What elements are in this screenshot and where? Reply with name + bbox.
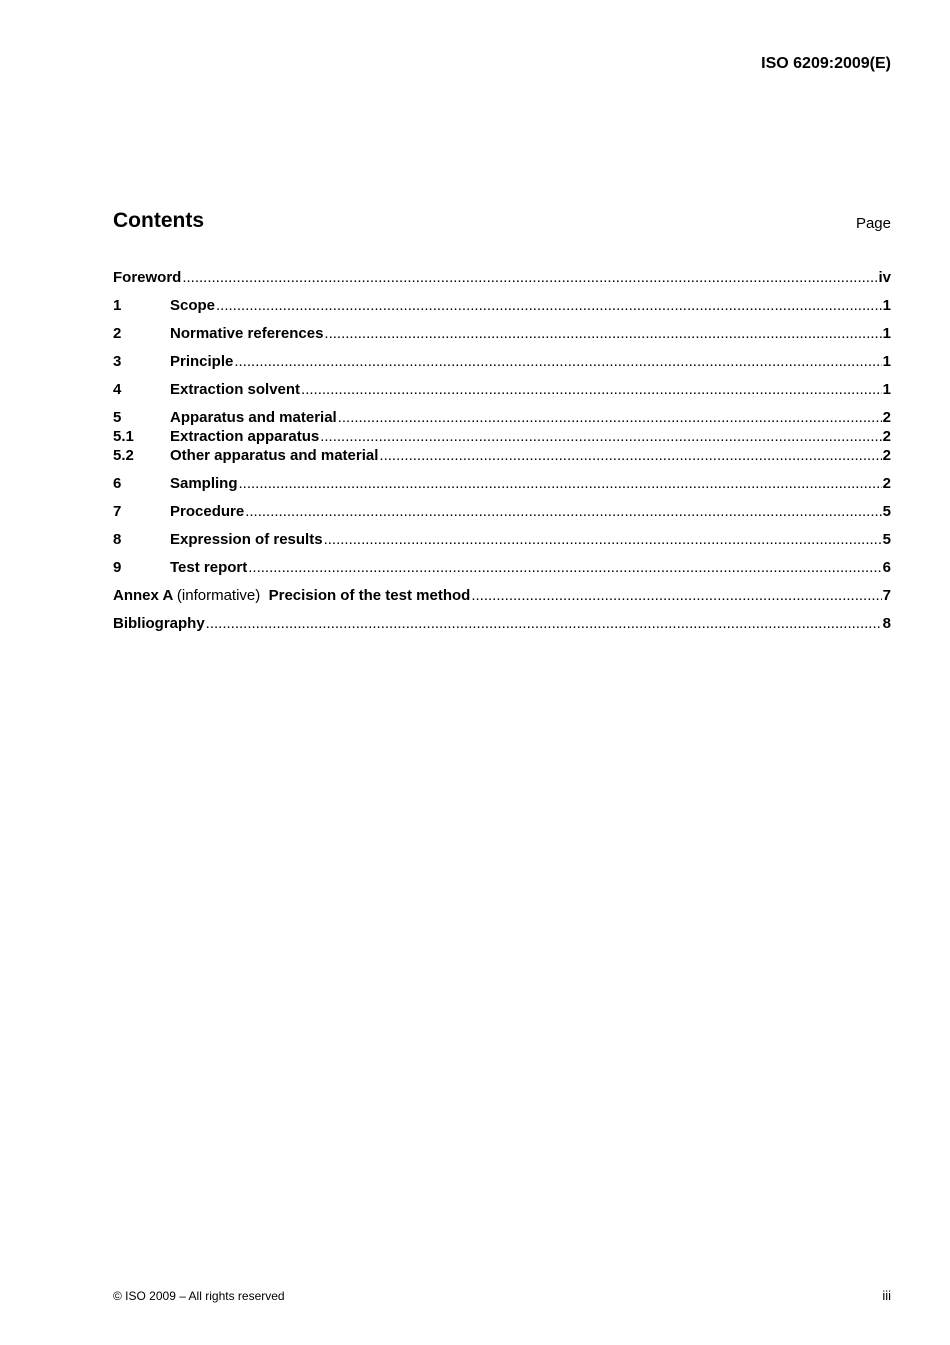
toc-entry-number: 5: [113, 409, 122, 426]
toc-entry-page: 5: [882, 531, 891, 548]
toc-dot-leader: [379, 446, 881, 465]
toc-entry[interactable]: [113, 408, 891, 427]
toc-entry-number: 9: [113, 559, 122, 576]
toc-entry-page: 1: [882, 325, 891, 342]
toc-entry-title: [170, 446, 378, 465]
toc-entry-page: 2: [882, 475, 891, 492]
toc-entry[interactable]: [113, 427, 891, 446]
toc-entry-title-text: Extraction solvent: [170, 381, 301, 398]
toc-entry-title: [170, 474, 238, 493]
toc-entry-title-text: Annex A: [113, 587, 173, 604]
toc-entry-title-text: Principle: [170, 353, 234, 370]
footer-copyright: © ISO 2009 – All rights reserved: [113, 1289, 285, 1303]
table-of-contents: [113, 268, 891, 633]
toc-entry[interactable]: [113, 474, 891, 493]
toc-entry-title: [113, 268, 181, 287]
toc-entry-title-text: Extraction apparatus: [170, 428, 320, 445]
toc-entry-title: [113, 614, 205, 633]
toc-entry-number: 2: [113, 325, 122, 342]
toc-entry[interactable]: [113, 324, 891, 343]
toc-entry[interactable]: [113, 296, 891, 315]
toc-dot-leader: [182, 268, 877, 287]
toc-entry-page: 5: [882, 503, 891, 520]
toc-entry[interactable]: [113, 502, 891, 521]
toc-entry-title: [170, 530, 323, 549]
toc-entry-page: 1: [882, 353, 891, 370]
toc-entry-page: 2: [882, 409, 891, 426]
document-identifier: ISO 6209:2009(E): [761, 55, 891, 72]
toc-entry-title: [113, 586, 470, 605]
toc-dot-leader: [245, 502, 881, 521]
toc-entry-page: 2: [882, 428, 891, 445]
toc-entry-title: [170, 558, 247, 577]
toc-entry-title: [170, 427, 319, 446]
toc-entry-number: 5.1: [113, 428, 134, 445]
toc-dot-leader: [324, 324, 881, 343]
footer-page-number: iii: [882, 1288, 891, 1303]
toc-entry[interactable]: [113, 614, 891, 633]
toc-entry-title-text: Expression of results: [170, 531, 323, 548]
toc-entry-title: [170, 352, 233, 371]
toc-entry[interactable]: [113, 530, 891, 549]
toc-entry-annex-title: Precision of the test method: [268, 587, 471, 604]
toc-entry-number: 4: [113, 381, 122, 398]
toc-entry-title: [170, 408, 337, 427]
toc-dot-leader: [301, 380, 882, 399]
toc-entry-number: 3: [113, 353, 122, 370]
toc-entry-title-text: Apparatus and material: [170, 409, 337, 426]
toc-dot-leader: [206, 614, 882, 633]
toc-dot-leader: [471, 586, 881, 605]
toc-entry-title-text: Scope: [170, 297, 216, 314]
contents-heading: Contents: [113, 209, 204, 232]
toc-entry-page: 6: [882, 559, 891, 576]
page-column-label: Page: [855, 215, 891, 232]
toc-entry[interactable]: [113, 446, 891, 465]
toc-entry-title-text: Normative references: [170, 325, 324, 342]
toc-entry-number: 7: [113, 503, 122, 520]
toc-entry[interactable]: [113, 380, 891, 399]
toc-entry-number: 8: [113, 531, 122, 548]
toc-entry-title-text: Other apparatus and material: [170, 447, 379, 464]
toc-entry-title-text: Foreword: [113, 269, 182, 286]
toc-entry-title-text: Sampling: [170, 475, 238, 492]
toc-entry-number: 5.2: [113, 447, 134, 464]
toc-entry-page: 1: [882, 381, 891, 398]
toc-entry-page: 2: [882, 447, 891, 464]
toc-entry-title-text: Procedure: [170, 503, 245, 520]
toc-dot-leader: [320, 427, 881, 446]
toc-dot-leader: [338, 408, 882, 427]
toc-entry-number: 6: [113, 475, 122, 492]
toc-entry-annex-type: (informative): [176, 587, 261, 604]
toc-entry-page: iv: [878, 269, 891, 286]
toc-entry[interactable]: [113, 268, 891, 287]
toc-entry-title: [170, 502, 244, 521]
toc-entry-page: 8: [882, 615, 891, 632]
toc-entry-number: 1: [113, 297, 122, 314]
toc-entry[interactable]: [113, 558, 891, 577]
toc-dot-leader: [248, 558, 881, 577]
toc-dot-leader: [216, 296, 882, 315]
toc-entry-page: 7: [882, 587, 891, 604]
toc-entry-page: 1: [882, 297, 891, 314]
toc-entry-title: [170, 296, 215, 315]
toc-entry-title: [170, 324, 323, 343]
toc-dot-leader: [324, 530, 882, 549]
toc-dot-leader: [239, 474, 882, 493]
toc-dot-leader: [234, 352, 881, 371]
toc-entry[interactable]: [113, 586, 891, 605]
toc-entry-title-text: Test report: [170, 559, 248, 576]
toc-entry-title: [170, 380, 300, 399]
toc-entry-title-text: Bibliography: [113, 615, 205, 632]
toc-entry[interactable]: [113, 352, 891, 371]
